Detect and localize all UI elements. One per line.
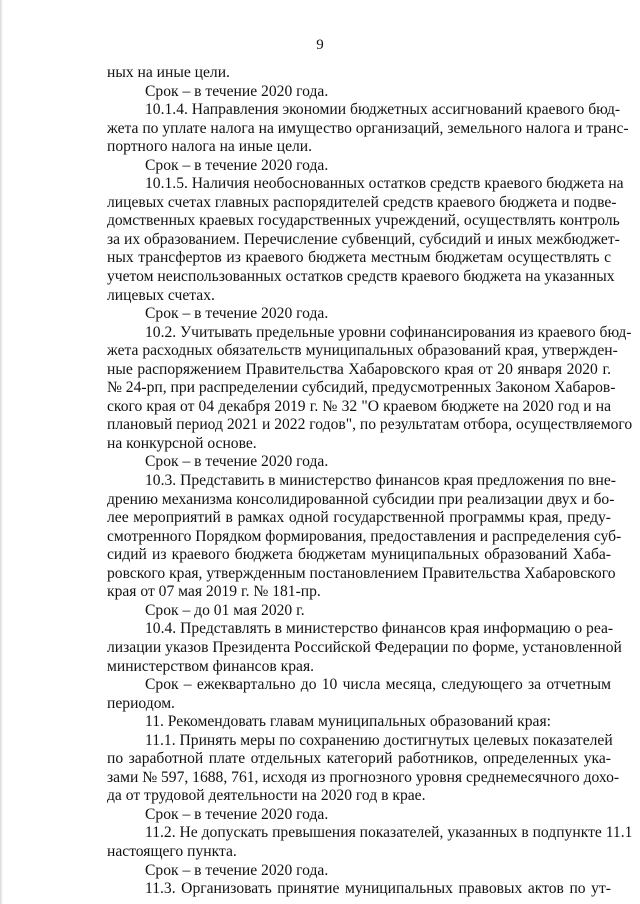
text-line: ных трансфертов из краевого бюджета местным бюджетам осуществлять с bbox=[107, 249, 611, 267]
text-line: периодом. bbox=[107, 694, 175, 712]
text-line: ных на иные цели. bbox=[107, 64, 230, 81]
text-line: 11.2. Не допускать превышения показателей, указанных в подпункте 11.1 bbox=[145, 824, 633, 842]
text-line: 11.1. Принять меры по сохранению достигнутых целевых показателей bbox=[145, 731, 613, 749]
text-line: края от 07 мая 2019 г. № 181-пр. bbox=[107, 583, 321, 601]
text-line: Срок – в течение 2020 года. bbox=[145, 861, 329, 879]
text-line: портного налога на иные цели. bbox=[107, 138, 313, 156]
text-line: 10.4. Представлять в министерство финансов края информацию о реа- bbox=[145, 620, 614, 638]
text-line: 10.1.4. Направления экономии бюджетных ассигнований краевого бюд- bbox=[145, 101, 621, 119]
text-line: № 24-рп, при распределении субсидий, предусмотренных Законом Хабаров- bbox=[107, 379, 616, 397]
text-line: министерством финансов края. bbox=[107, 657, 315, 675]
text-line: жета по уплате налога на имущество организаций, земельного налога и транс- bbox=[107, 119, 629, 137]
text-line: лизации указов Президента Российской Федерации по форме, установленной bbox=[107, 638, 622, 656]
text-line: дрению механизма консолидированной субсидии при реализации двух и бо- bbox=[107, 490, 615, 508]
text-line: плановый период 2021 и 2022 годов", по результатам отбора, осуществляемого bbox=[107, 416, 633, 434]
text-line: 10.3. Представить в министерство финансов края предложения по вне- bbox=[145, 472, 616, 490]
text-line: сидий из краевого бюджета бюджетам муниципальных образований Хаба- bbox=[107, 546, 611, 564]
text-line: ского края от 04 декабря 2019 г. № 32 "О краевом бюджете на 2020 год и на bbox=[107, 397, 611, 415]
text-line: 11. Рекомендовать главам муниципальных образований края: bbox=[145, 713, 551, 731]
text-line: Срок – в течение 2020 года. bbox=[145, 453, 329, 471]
text-line: 10.2. Учитывать предельные уровни софинансирования из краевого бюд- bbox=[145, 323, 632, 341]
text-line: лицевых счетах. bbox=[107, 286, 215, 304]
text-line: Срок – в течение 2020 года. bbox=[145, 82, 329, 100]
text-line: да от трудовой деятельности на 2020 год в крае. bbox=[107, 787, 426, 805]
text-line: ровского края, утвержденным постановлением Правительства Хабаровского bbox=[107, 564, 616, 582]
text-line: Срок – ежеквартально до 10 числа месяца, следующего за отчетным bbox=[145, 676, 611, 694]
page-number: 9 bbox=[316, 37, 324, 53]
text-line: Срок – в течение 2020 года. bbox=[145, 305, 329, 323]
scan-edge bbox=[0, 0, 3, 904]
text-line: Срок – до 01 мая 2020 г. bbox=[145, 601, 305, 619]
text-line: зами № 597, 1688, 761, исходя из прогнозного уровня среднемесячного дохо- bbox=[107, 768, 620, 786]
text-line: за их образованием. Перечисление субвенций, субсидий и иных межбюджет- bbox=[107, 230, 620, 248]
text-line: на конкурсной основе. bbox=[107, 434, 257, 452]
text-line: по заработной плате отдельных категорий работников, определенных ука- bbox=[107, 750, 611, 768]
text-line: 10.1.5. Наличия необоснованных остатков средств краевого бюджета на bbox=[145, 175, 624, 193]
text-line: смотренного Порядком формирования, предоставления и распределения суб- bbox=[107, 527, 622, 545]
text-line: 11.3. Организовать принятие муниципальных правовых актов по ут- bbox=[145, 880, 611, 898]
document-body bbox=[107, 64, 633, 899]
text-line: лицевых счетах главных распорядителей средств краевого бюджета и подве- bbox=[107, 193, 617, 211]
text-line: Срок – в течение 2020 года. bbox=[145, 156, 329, 174]
text-line: лее мероприятий в рамках одной государственной программы края, преду- bbox=[107, 509, 611, 527]
text-line: жета расходных обязательств муниципальных образований края, утвержден- bbox=[107, 342, 618, 360]
text-line: ные распоряжением Правительства Хабаровского края от 20 января 2020 г. bbox=[107, 360, 611, 378]
text-line: учетом неиспользованных остатков средств краевого бюджета на указанных bbox=[107, 268, 615, 286]
text-line: настоящего пункта. bbox=[107, 842, 237, 860]
text-line: Срок – в течение 2020 года. bbox=[145, 805, 329, 823]
text-line: домственных краевых государственных учреждений, осуществлять контроль bbox=[107, 212, 620, 230]
